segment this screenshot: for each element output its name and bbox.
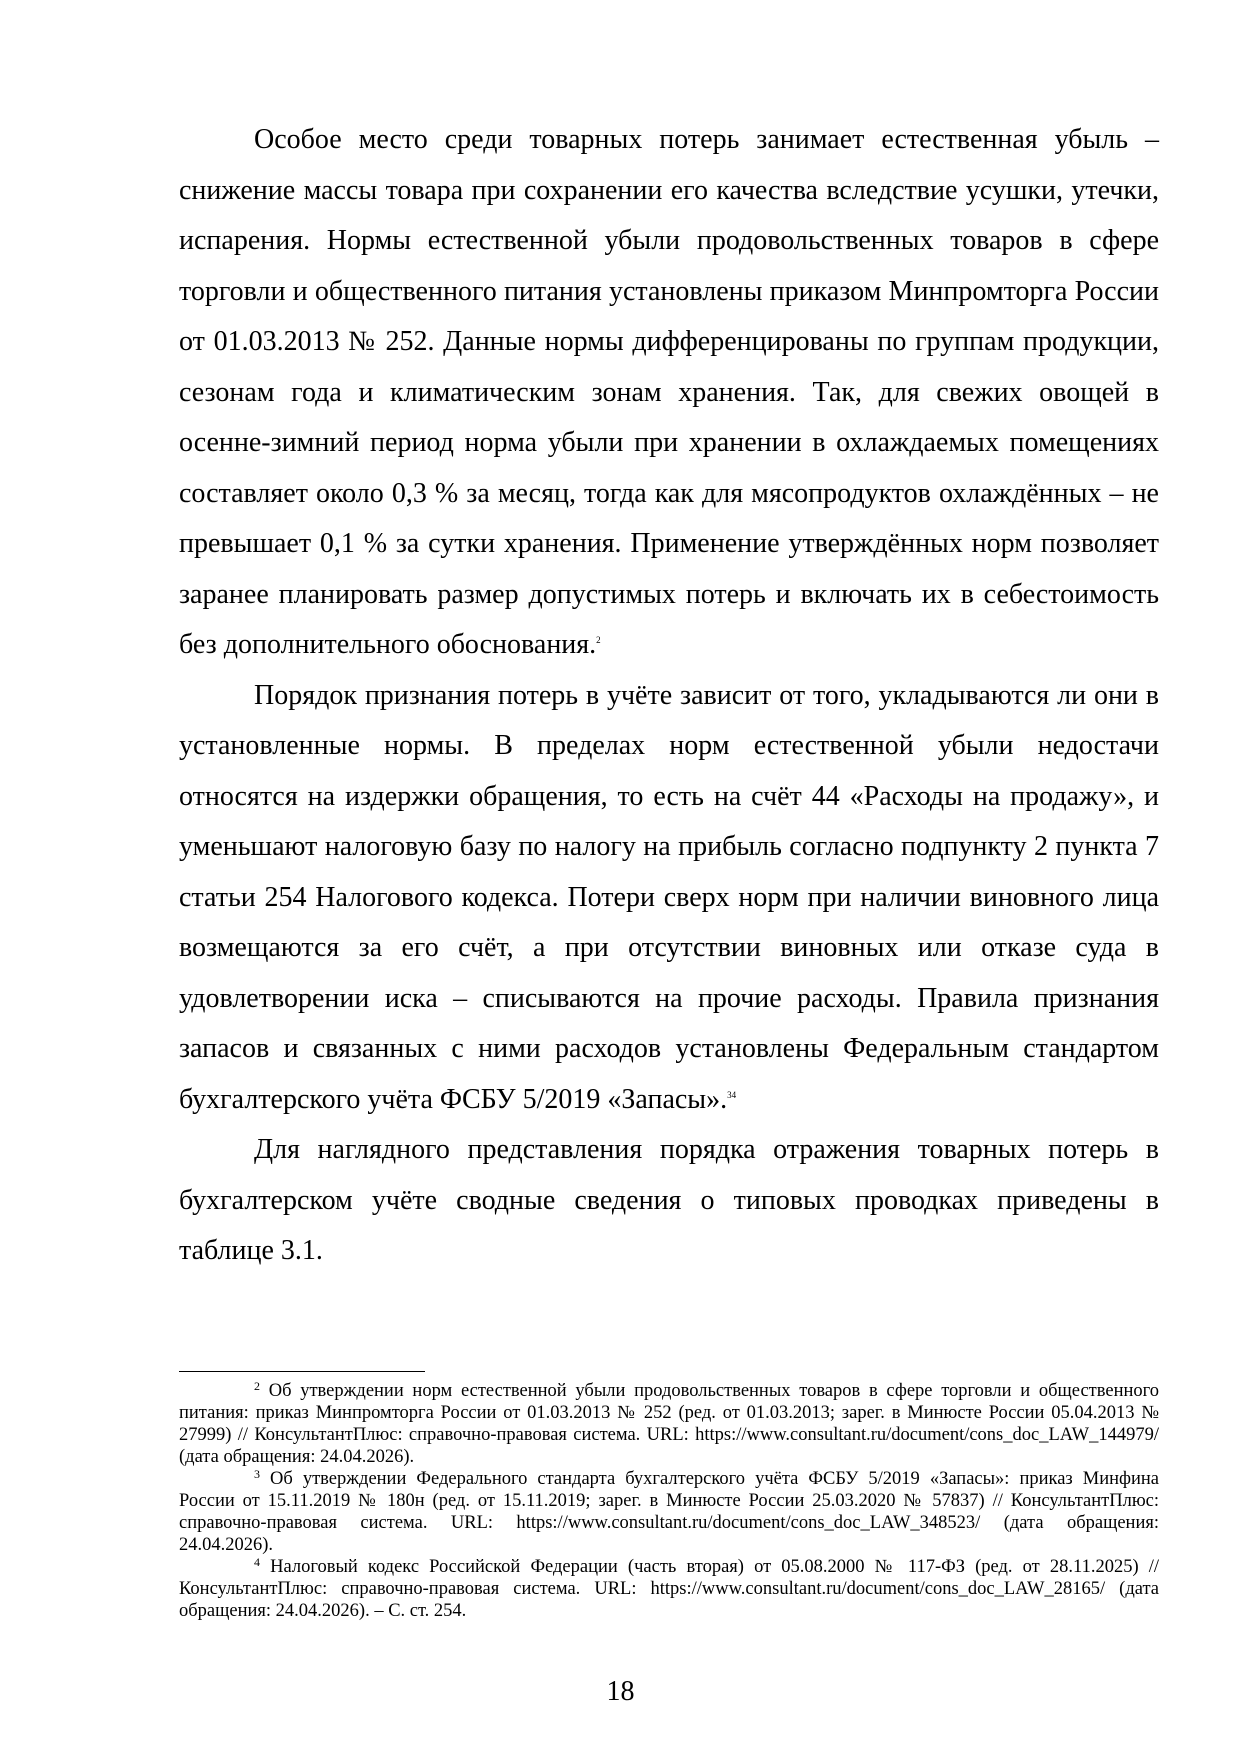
footnote-separator: [179, 1371, 425, 1372]
footnote-number: 4: [254, 1555, 260, 1569]
footnote-text: Об утверждении Федерального стандарта бухгалтерского учёта ФСБУ 5/2019 «Запасы»: приказ Минфина России от 15.11.2019 № 180н (ред. от 15.11.2019; зарег. в Минюсте России 25.03.2020 № 57837) // КонсультантПлюс: справочно-правовая система. URL: https://www.consultant.ru/document/cons_doc_LAW_348523/ (дата обращения: 24.04.2026).: [179, 1469, 1160, 1555]
page-number: 18: [606, 1676, 635, 1707]
footnote-reference: 2: [596, 635, 601, 645]
paragraph: [179, 1125, 1159, 1277]
paragraph-text: Для наглядного представления порядка отражения товарных потерь в бухгалтерском учёте сводные сведения о типовых проводках приведены в таблице 3.1.: [179, 1134, 1159, 1266]
footnote: [179, 1380, 1159, 1468]
body-text: [179, 115, 1159, 1277]
footnote-reference: 34: [727, 1089, 737, 1100]
footnote-number: 2: [254, 1379, 260, 1393]
footnotes: [179, 1380, 1159, 1622]
footnote-text: Налоговый кодекс Российской Федерации (часть вторая) от 05.08.2000 № 117-ФЗ (ред. от 28.11.2025) // КонсультантПлюс: справочно-правовая система. URL: https://www.consultant.ru/document/cons_doc_LAW_28165/ (дата обращения: 24.04.2026). – С. ст. 254.: [179, 1557, 1160, 1621]
footnote-number: 3: [254, 1467, 260, 1481]
paragraph: [179, 115, 1159, 671]
paragraph: [179, 671, 1159, 1126]
paragraph-text: Порядок признания потерь в учёте зависит от того, укладываются ли они в установленные нормы. В пределах норм естественной убыли недостачи относятся на издержки обращения, то есть на счёт 44 «Расходы на продажу», и уменьшают налоговую базу по налогу на прибыль согласно подпункту 2 пункта 7 статьи 254 Налогового кодекса. Потери сверх норм при наличии виновного лица возмещаются за его счёт, а при отсутствии виновных или отказе суда в удовлетворении иска – списываются на прочие расходы. Правила признания запасов и связанных с ними расходов установлены Федеральным стандартом бухгалтерского учёта ФСБУ 5/2019 «Запасы».: [179, 679, 1159, 1115]
paragraph-text: Особое место среди товарных потерь занимает естественная убыль – снижение массы товара при сохранении его качества вследствие усушки, утечки, испарения. Нормы естественной убыли продовольственных товаров в сфере торговли и общественного питания установлены приказом Минпромторга России от 01.03.2013 № 252. Данные нормы дифференцированы по группам продукции, сезонам года и климатическим зонам хранения. Так, для свежих овощей в осенне-зимний период норма убыли при хранении в охлаждаемых помещениях составляет около 0,3 % за месяц, тогда как для мясопродуктов охлаждённых – не превышает 0,1 % за сутки хранения. Применение утверждённых норм позволяет заранее планировать размер допустимых потерь и включать их в себестоимость без дополнительного обоснования.: [179, 124, 1159, 660]
footnote-text: Об утверждении норм естественной убыли продовольственных товаров в сфере торговли и общественного питания: приказ Минпромторга России от 01.03.2013 № 252 (ред. от 01.03.2013; зарег. в Минюсте России 05.04.2013 № 27999) // КонсультантПлюс: справочно-правовая система. URL: https://www.consultant.ru/document/cons_doc_LAW_144979/ (дата обращения: 24.04.2026).: [179, 1381, 1160, 1467]
footnote: [179, 1556, 1159, 1622]
footnote: [179, 1468, 1159, 1556]
